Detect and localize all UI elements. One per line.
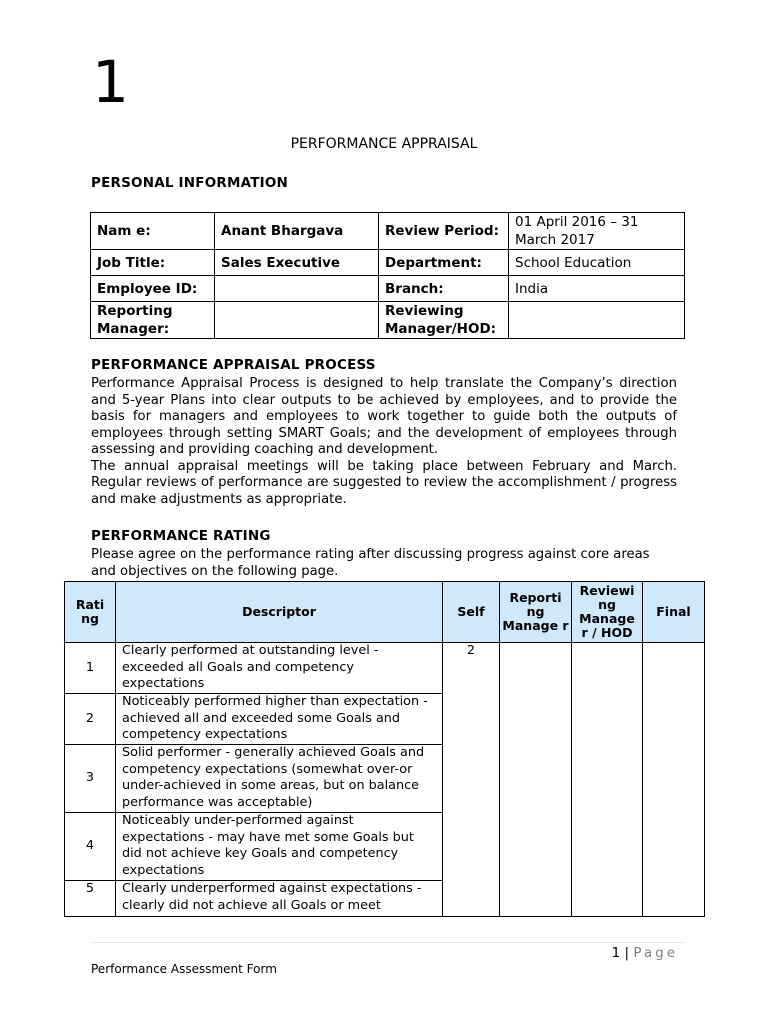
page-title: PERFORMANCE APPRAISAL bbox=[290, 136, 478, 152]
footer-form-name: Performance Assessment Form bbox=[91, 962, 277, 976]
page-indicator bbox=[612, 945, 678, 961]
reviewing-manager-rating-cell[interactable] bbox=[572, 643, 643, 917]
process-text bbox=[91, 376, 677, 508]
col-descriptor: Descriptor bbox=[116, 582, 443, 643]
page-number-large: 1 bbox=[92, 48, 129, 116]
rating-intro: Please agree on the performance rating after discussing progress against core areas and objectives on the following page. bbox=[91, 547, 650, 579]
rating-descriptor: Noticeably performed higher than expectation - achieved all and exceeded some Goals and competency expectations bbox=[116, 694, 443, 745]
rating-value: 3 bbox=[65, 745, 116, 813]
table-row bbox=[65, 643, 705, 694]
final-rating-cell[interactable] bbox=[643, 643, 705, 917]
rating-descriptor: Solid performer - generally achieved Goals and competency expectations (somewhat over-or under-achieved in some areas, but on balance performance was acceptable) bbox=[116, 745, 443, 813]
footer-page-number: 1 bbox=[611, 945, 621, 961]
reporting-manager-rating-cell[interactable] bbox=[500, 643, 572, 917]
name-label: Nam e: bbox=[91, 213, 215, 250]
job-title-label: Job Title: bbox=[91, 250, 215, 276]
rating-value: 4 bbox=[65, 813, 116, 881]
process-paragraph-2: The annual appraisal meetings will be taking place between February and March. Regular reviews of performance are suggested to review the accomplishment / progress and make adjustments as appropriate. bbox=[91, 458, 677, 507]
footer-separator: | bbox=[624, 945, 630, 961]
employee-id-value bbox=[215, 276, 379, 302]
job-title-value: Sales Executive bbox=[215, 250, 379, 276]
rating-value: 2 bbox=[65, 694, 116, 745]
footer-page-label: Page bbox=[633, 945, 678, 961]
department-value: School Education bbox=[509, 250, 685, 276]
name-value: Anant Bhargava bbox=[215, 213, 379, 250]
rating-value: 1 bbox=[65, 643, 116, 694]
rating-descriptor: Noticeably under-performed against expectations - may have met some Goals but did not achieve key Goals and competency expectations bbox=[116, 813, 443, 881]
reporting-manager-value bbox=[215, 302, 379, 339]
rating-table bbox=[64, 581, 705, 917]
col-self: Self bbox=[443, 582, 500, 643]
rating-value: 5 bbox=[65, 881, 116, 917]
personal-info-table bbox=[90, 212, 685, 339]
branch-value: India bbox=[509, 276, 685, 302]
rating-descriptor: Clearly performed at outstanding level - exceeded all Goals and competency expectations bbox=[116, 643, 443, 694]
process-paragraph-1: Performance Appraisal Process is designed to help translate the Company’s direction and 5-year Plans into clear outputs to be achieved by employees, and to provide the basis for managers and employees to work together to guide both the outputs of employees through setting SMART Goals; and the development of employees through assessing and providing coaching and development. bbox=[91, 376, 677, 457]
footer-divider bbox=[90, 942, 686, 943]
col-rating: Rati ng bbox=[65, 582, 116, 643]
rating-heading: PERFORMANCE RATING bbox=[91, 528, 271, 544]
process-heading: PERFORMANCE APPRAISAL PROCESS bbox=[91, 357, 376, 373]
personal-info-heading: PERSONAL INFORMATION bbox=[91, 175, 289, 191]
col-final: Final bbox=[643, 582, 705, 643]
reviewing-manager-value bbox=[509, 302, 685, 339]
rating-descriptor: Clearly underperformed against expectations - clearly did not achieve all Goals or meet bbox=[116, 881, 443, 917]
reporting-manager-label: Reporting Manager: bbox=[91, 302, 215, 339]
reviewing-manager-label: Reviewing Manager/HOD: bbox=[379, 302, 509, 339]
col-reporting-manager: Reporti ng Manage r bbox=[500, 582, 572, 643]
review-period-label: Review Period: bbox=[379, 213, 509, 250]
branch-label: Branch: bbox=[379, 276, 509, 302]
col-reviewing-manager: Reviewi ng Manage r / HOD bbox=[572, 582, 643, 643]
department-label: Department: bbox=[379, 250, 509, 276]
employee-id-label: Employee ID: bbox=[91, 276, 215, 302]
self-rating-cell[interactable]: 2 bbox=[443, 643, 500, 917]
review-period-value: 01 April 2016 – 31 March 2017 bbox=[509, 213, 685, 250]
